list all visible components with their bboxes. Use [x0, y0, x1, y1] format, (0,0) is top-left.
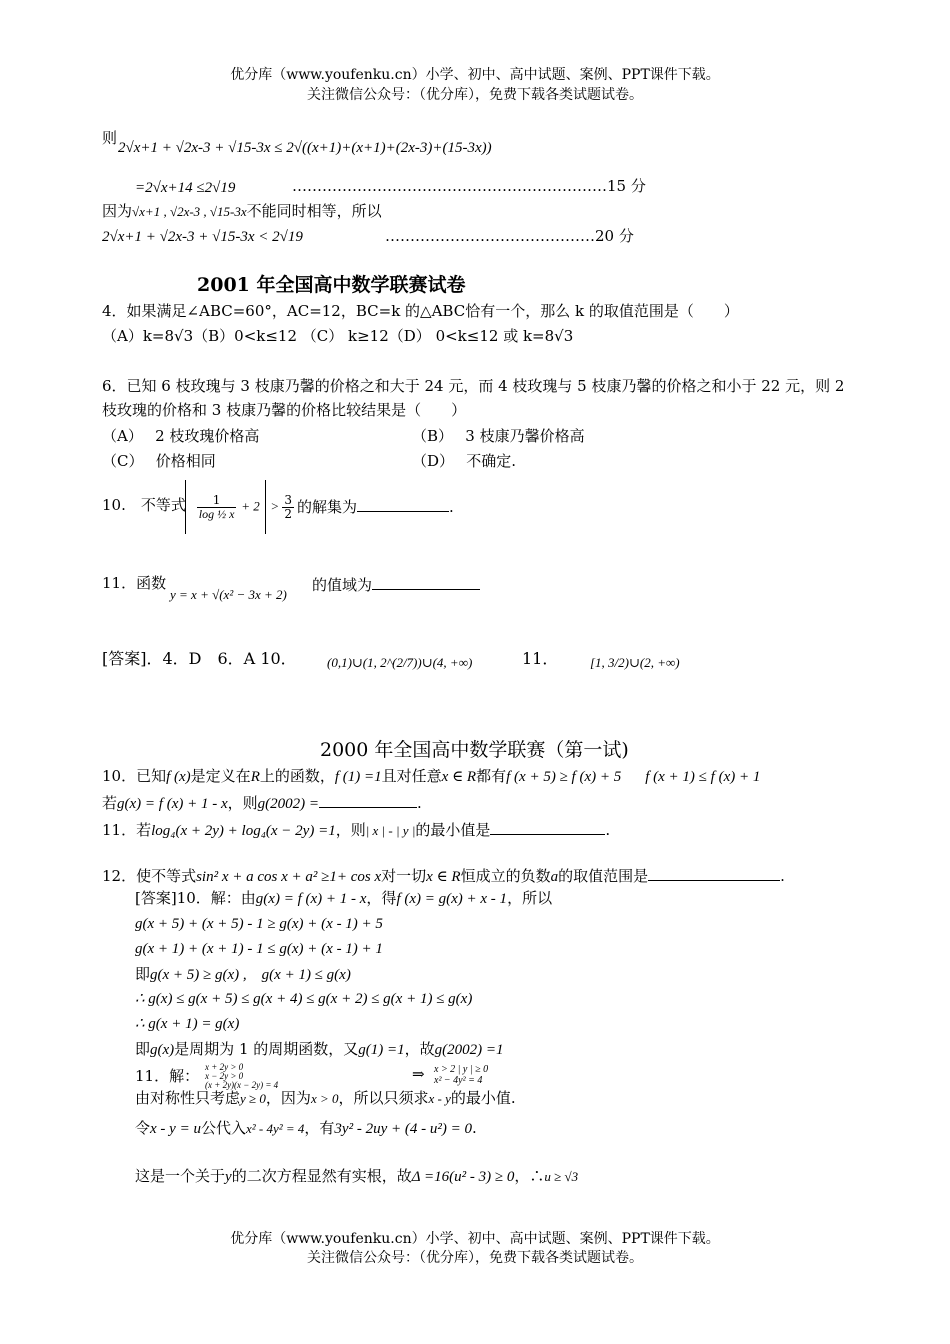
q10-l2-a: 若: [102, 794, 118, 812]
sys-eq-3: (x + 2y)(x − 2y) = 4: [205, 1080, 279, 1090]
q11-c: 的最小值是: [415, 821, 491, 839]
q12-ineq: sin² x + a cos x + a² ≥1+ cos x: [196, 869, 382, 885]
question-6-line-1: 6．已知 6 枝玫瑰与 3 枝康乃馨的价格之和大于 24 元，而 4 枝玫瑰与 5 枝康乃馨的价格之和小于 22 元，则 2: [102, 377, 845, 395]
score-dots-15: ………………………………………………………15 分: [292, 177, 646, 195]
question-4-options: （A）k=8√3（B）0<k≤12 （C） k≥12（D） 0<k≤12 或 k=8√3: [102, 327, 574, 345]
q11-range-label: 的值域为: [312, 576, 373, 594]
sol-l1-g: g(x) = f (x) + 1 - x: [255, 891, 367, 907]
q10-gt: >: [270, 498, 283, 514]
sol-11-line-4: [135, 1168, 578, 1186]
sol-l4-m: g(x + 5) ≥ g(x) , g(x + 1) ≤ g(x): [150, 967, 351, 983]
q11-absdiff: | x | - | y |: [365, 823, 416, 838]
sol-11-label: 11．解：: [135, 1067, 200, 1085]
q10-l1-cond2: f (x + 1) ≤ f (x) + 1: [645, 769, 761, 785]
sol11-l4-c: ，∴: [514, 1167, 545, 1185]
sol11-l3-end: .: [471, 1119, 477, 1137]
sol-l4-a: 即: [135, 965, 151, 983]
q11-a: 11．若: [102, 821, 152, 839]
question-6-option-b: （B） 3 枝康乃馨价格高: [412, 427, 585, 445]
q12-b: 对一切: [381, 867, 427, 885]
q10-frac-num: 1: [197, 494, 237, 508]
q10-fraction: [197, 494, 237, 521]
because-rest: 不能同时相等，所以: [246, 202, 382, 220]
abs-bar-left: [185, 480, 186, 534]
abs-bar-right: [265, 480, 266, 534]
q12-c: 恒成立的负数: [460, 867, 551, 885]
sol-11-line-3: [135, 1120, 477, 1138]
q2000-10-line-2: [102, 793, 422, 813]
q10-frac-den: log ½ x: [198, 506, 235, 521]
q10-rhs-fraction: [282, 494, 294, 521]
question-4: 4．如果满足∠ABC=60°，AC=12，BC=k 的△ABC恰有一个，那么 k 的取值范围是（ ）: [102, 302, 739, 320]
q11-b: ，则: [335, 821, 366, 839]
sol-l1-f: f (x) = g(x) + x - 1: [396, 891, 508, 907]
q11-end: .: [605, 821, 611, 839]
sol11-l2-y: y ≥ 0: [240, 1091, 266, 1106]
q2000-11-answer-blank[interactable]: [490, 820, 605, 835]
sol11-l3-u: x - y = u: [150, 1121, 201, 1137]
q12-d: 的取值范围是: [558, 867, 649, 885]
q10-l1-f1: f (1) =1: [334, 769, 382, 785]
section-title-2000: 2000 年全国高中数学联赛（第一试): [320, 739, 629, 761]
q2000-12-line: [102, 866, 785, 886]
question-11-tail: [312, 575, 480, 594]
sol-l7-c: ，故: [404, 1040, 435, 1058]
sol11-l4-delta: Δ =16(u² - 3) ≥ 0: [411, 1169, 515, 1185]
sol-10-line-7: [135, 1041, 504, 1059]
answer-11-label: 11．: [522, 649, 559, 668]
q11-log-eq: log₄(x + 2y) + log₄(x − 2y) =1: [151, 823, 336, 839]
sol-l1-c: ，所以: [507, 889, 553, 907]
q10-solution-set-label: 的解集为: [297, 498, 358, 516]
sol11-l2-c: ，所以只须求: [338, 1089, 429, 1107]
question-6-option-a: （A） 2 枝玫瑰价格高: [102, 427, 260, 445]
sys-eq-5: x² − 4y² = 4: [434, 1075, 483, 1086]
q10-l1-c: 上的函数，: [259, 767, 335, 785]
sol11-l4-u: u ≥ √3: [544, 1169, 579, 1184]
q10-l1-d: 且对任意: [381, 767, 442, 785]
inequality-line-2: =2√x+14 ≤2√19: [135, 180, 236, 196]
q2000-11-line: [102, 820, 610, 840]
q12-a: 12．使不等式: [102, 867, 197, 885]
sol11-l3-a: 令: [135, 1119, 151, 1137]
q10-l1-cond1: f (x + 5) ≥ f (x) + 5: [506, 769, 622, 785]
sol-l1-a: [答案]10．解：由: [135, 889, 256, 907]
sol11-l3-quad: 3y² - 2uy + (4 - u²) = 0: [334, 1121, 472, 1137]
sol11-l4-a: 这是一个关于: [135, 1167, 226, 1185]
question-10-expression: [185, 480, 294, 534]
sol-10-line-5: ∴ g(x) ≤ g(x + 5) ≤ g(x + 4) ≤ g(x + 2) ≤ g(x + 1) ≤ g(x): [135, 991, 473, 1007]
sys-eq-2: x − 2y > 0: [205, 1071, 244, 1081]
sys-eq-4: x > 2 | y | ≥ 0: [434, 1064, 489, 1075]
sol11-l2-x: x > 0: [310, 1091, 339, 1106]
sol-10-line-3: g(x + 1) + (x + 1) - 1 ≤ g(x) + (x - 1) + 1: [135, 941, 383, 957]
inequality-line-4: 2√x+1 + √2x-3 + √15-3x < 2√19: [102, 229, 303, 245]
question-11-label: 11．函数: [102, 574, 167, 592]
answers-2001-label: [答案]．4．D 6．A 10．: [102, 649, 297, 668]
sol-l7-a: 即: [135, 1040, 151, 1058]
question-6-line-2: 枝玫瑰的价格和 3 枝康乃馨的价格比较结果是（ ）: [102, 401, 467, 419]
q10-answer-blank[interactable]: [357, 497, 449, 512]
q10-l1-e: 都有: [476, 767, 507, 785]
q10-l2-g: g(x) = f (x) + 1 - x: [117, 796, 228, 812]
sol-10-line-1: [135, 890, 552, 908]
question-10-tail: [297, 497, 454, 516]
because-label: 因为: [102, 202, 133, 220]
q10-rhs-den: 2: [284, 506, 292, 521]
q2000-10-line-1: [102, 768, 760, 786]
sol11-l3-eq: x² - 4y² = 4: [245, 1121, 305, 1136]
q10-l1-b: 是定义在: [190, 767, 251, 785]
question-10-label: 10. 不等式: [102, 496, 186, 514]
q10-l1-fx: f (x): [166, 769, 191, 785]
answer-10-interval: (0,1)∪(1, 2^(2/7))∪(4, +∞): [327, 655, 473, 670]
sol11-l2-d: 的最小值.: [450, 1089, 516, 1107]
q10-rhs-num: 3: [284, 492, 292, 507]
section-title-2001: 2001 年全国高中数学联赛试卷: [197, 274, 466, 296]
sol-10-line-2: g(x + 5) + (x + 5) - 1 ≥ g(x) + (x - 1) + 5: [135, 916, 383, 932]
sol11-l3-b: 公代入: [200, 1119, 246, 1137]
sol-10-line-6: ∴ g(x + 1) = g(x): [135, 1016, 240, 1032]
sol-10-line-4: [135, 966, 351, 984]
q2000-10-answer-blank[interactable]: [319, 793, 417, 808]
footer-line-1: 优分库（www.youfenku.cn）小学、初中、高中试题、案例、PPT课件下载。: [230, 1231, 720, 1247]
inequality-line-1: 2√x+1 + √2x-3 + √15-3x ≤ 2√((x+1)+(x+1)+(2x-3)+(15-3x)): [118, 140, 492, 156]
sol-11-line-2: [135, 1090, 516, 1107]
score-dots-20: ……………………………………20 分: [385, 227, 634, 245]
sol11-l2-xy: x - y: [428, 1091, 451, 1106]
sol-11-system-left: [205, 1063, 278, 1090]
header-line-2: 关注微信公众号：（优分库），免费下载各类试题试卷。: [307, 87, 643, 103]
question-6-option-d: （D） 不确定.: [412, 452, 517, 470]
sol11-l2-a: 由对称性只考虑: [135, 1089, 241, 1107]
q10-l2-g2002: g(2002) =: [257, 796, 320, 812]
question-6-option-c: （C） 价格相同: [102, 452, 216, 470]
sol-l7-g: g(x): [150, 1042, 175, 1058]
header-line-1: 优分库（www.youfenku.cn）小学、初中、高中试题、案例、PPT课件下载。: [230, 67, 720, 83]
footer-line-2: 关注微信公众号：（优分库），免费下载各类试题试卷。: [307, 1250, 643, 1266]
q10-l2-end: .: [417, 794, 422, 812]
sol-l7-b: 是周期为 1 的周期函数，又: [174, 1040, 359, 1058]
sol11-l3-c: ，有: [304, 1119, 335, 1137]
sol-l1-b: ，得: [366, 889, 397, 907]
q12-xR: x ∈ R: [426, 869, 461, 885]
q12-a-var: a: [550, 869, 559, 885]
because-text: [102, 203, 382, 220]
sol-11-arrow: ⇒: [412, 1065, 425, 1083]
answer-11-interval: [1, 3/2)∪(2, +∞): [590, 655, 680, 670]
q11-answer-blank[interactable]: [372, 575, 480, 590]
sol11-l4-y: y: [225, 1169, 232, 1185]
sol11-l2-b: ，因为: [265, 1089, 311, 1107]
q10-l1-xR: x ∈ R: [441, 769, 477, 785]
q10-l1-R: R: [250, 769, 260, 785]
q10-period: .: [449, 498, 454, 516]
q12-end: .: [780, 867, 785, 885]
question-11-function: y = x + √(x² − 3x + 2): [170, 587, 287, 602]
sol-l7-g2002: g(2002) =1: [434, 1042, 504, 1058]
q10-l1-a: 10．已知: [102, 767, 167, 785]
q10-plus-two: + 2: [241, 498, 260, 514]
q10-l2-b: ，则: [227, 794, 258, 812]
q2000-12-answer-blank[interactable]: [648, 866, 780, 881]
sol11-l4-b: 的二次方程显然有实根，故: [231, 1167, 412, 1185]
sol-11-system-right: [434, 1064, 488, 1086]
because-math: √x+1 , √2x-3 , √15-3x: [132, 204, 247, 219]
solution-ze: 则: [102, 129, 118, 147]
sol-l7-g1: g(1) =1: [358, 1042, 405, 1058]
sys-eq-1: x + 2y > 0: [205, 1062, 244, 1072]
